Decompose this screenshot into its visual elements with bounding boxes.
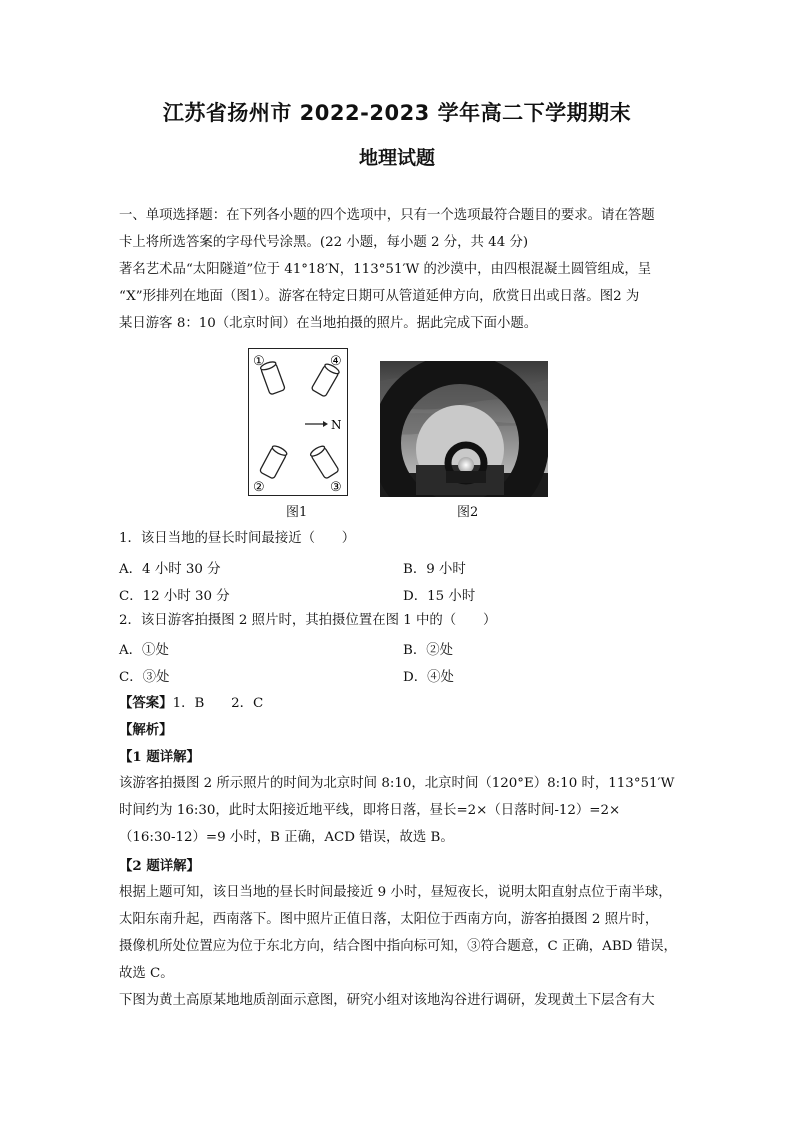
question-1-option-d: D．15 小时: [403, 589, 476, 604]
figure-1-caption: 图1: [286, 505, 308, 520]
question-2-option-d: D．④处: [403, 670, 454, 685]
marker-2: ②: [253, 480, 265, 495]
section-instruction-line-2: 卡上将所选答案的字母代号涂黑。(22 小题，每小题 2 分，共 44 分): [119, 235, 529, 250]
detail-1-label: 【1 题详解】: [119, 749, 200, 765]
detail-2-line-1: 根据上题可知，该日当地的昼长时间最接近 9 小时，昼短夜长，说明太阳直射点位于南半球，: [119, 885, 672, 900]
north-label: N: [331, 418, 342, 432]
page-subtitle: 地理试题: [358, 147, 435, 169]
page-title: 江苏省扬州市 2022-2023 学年高二下学期期末: [162, 101, 632, 125]
detail-2-line-3: 摄像机所处位置应为位于东北方向，结合图中指向标可知，③符合题意，C 正确，ABD 错误，: [119, 939, 677, 954]
detail-2-line-4: 故选 C。: [119, 966, 174, 981]
question-1-option-a: A．4 小时 30 分: [119, 562, 221, 577]
next-question-intro: 下图为黄土高原某地地质剖面示意图，研究小组对该地沟谷进行调研，发现黄土下层含有大: [119, 993, 655, 1008]
answer-value: 1．B 2．C: [172, 696, 264, 711]
question-1-option-b: B．9 小时: [403, 562, 466, 577]
figure-1-diagram: [248, 348, 348, 496]
analysis-label: 【解析】: [119, 722, 173, 738]
question-2-stem: 2．该日游客拍摄图 2 照片时，其拍摄位置在图 1 中的（ ）: [119, 613, 497, 628]
question-2-option-c: C．③处: [119, 670, 170, 685]
figure-1-svg: [249, 349, 347, 495]
intro-line-2: “X”形排列在地面（图1）。游客在特定日期可从管道延伸方向，欣赏日出或日落。图2 为: [119, 289, 640, 304]
answer-label: 【答案】: [119, 695, 173, 711]
detail-1-line-3: （16:30-12）=9 小时，B 正确，ACD 错误，故选 B。: [119, 830, 454, 845]
question-2-option-b: B．②处: [403, 643, 454, 658]
section-instruction-line-1: 一、单项选择题：在下列各小题的四个选项中，只有一个选项最符合题目的要求。请在答题: [119, 208, 655, 223]
marker-4: ④: [330, 354, 342, 369]
tube-3: [309, 444, 339, 479]
marker-3: ③: [330, 480, 342, 495]
question-1-option-c: C．12 小时 30 分: [119, 589, 230, 604]
figure-2-photo: [380, 361, 548, 497]
intro-line-3: 某日游客 8：10（北京时间）在当地拍摄的照片。据此完成下面小题。: [119, 316, 538, 331]
detail-2-label: 【2 题详解】: [119, 858, 200, 874]
question-1-stem: 1．该日当地的昼长时间最接近（ ）: [119, 531, 356, 546]
figure-2-svg: [380, 361, 548, 497]
north-arrow-icon: [305, 421, 328, 427]
tube-2: [259, 444, 288, 479]
detail-2-line-2: 太阳东南升起，西南落下。图中照片正值日落，太阳位于西南方向，游客拍摄图 2 照片时，: [119, 912, 659, 927]
detail-1-line-1: 该游客拍摄图 2 所示照片的时间为北京时间 8:10，北京时间（120°E）8:10 时，113°51′W: [119, 776, 675, 791]
detail-1-line-2: 时间约为 16:30，此时太阳接近地平线，即将日落，昼长=2×（日落时间-12）=2×: [119, 803, 621, 818]
intro-line-1: 著名艺术品“太阳隧道”位于 41°18′N，113°51′W 的沙漠中，由四根混凝土圆管组成，呈: [119, 262, 652, 277]
question-2-option-a: A．①处: [119, 643, 169, 658]
marker-1: ①: [253, 354, 265, 369]
answer-line: [119, 694, 679, 713]
figure-2-caption: 图2: [457, 505, 479, 520]
